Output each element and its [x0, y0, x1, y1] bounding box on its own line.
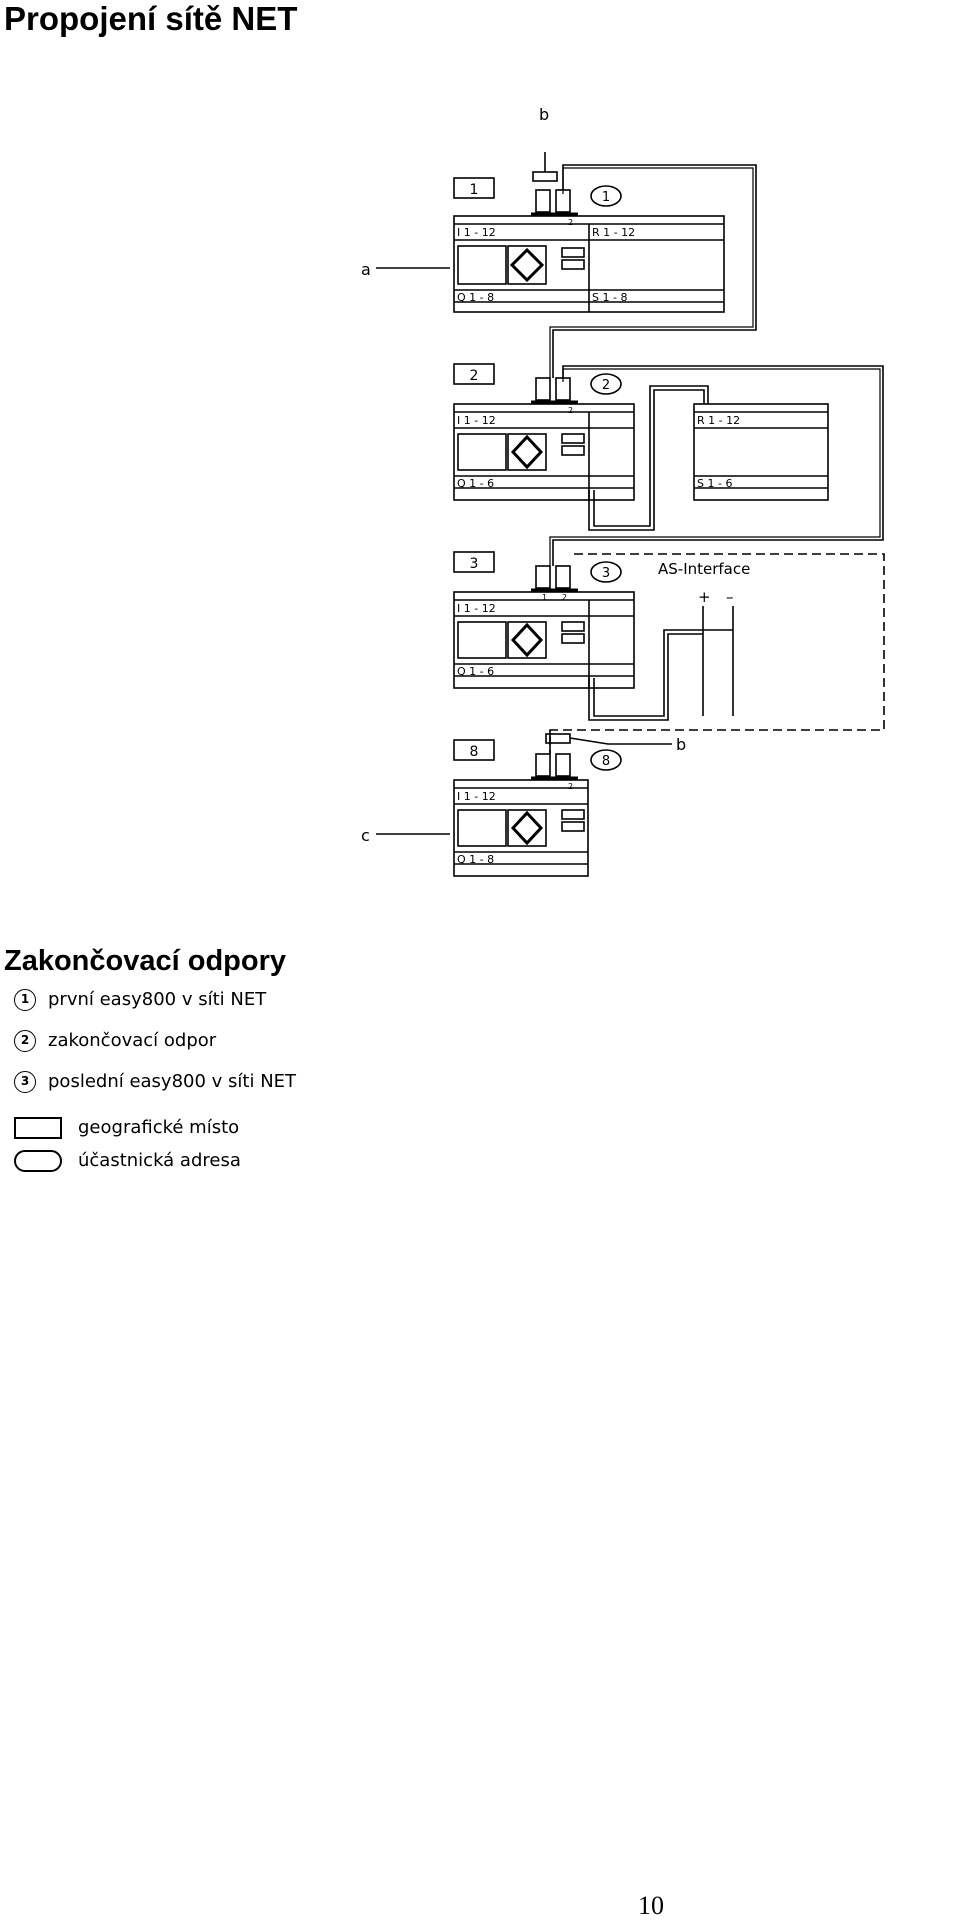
ext-outputs-label-1: S 1 - 8 [592, 291, 628, 304]
address-oval-icon [14, 1150, 62, 1172]
cursor-keys-icon [512, 250, 542, 280]
net-cable-3-8-dashed [550, 554, 884, 754]
inputs-label-8: I 1 - 12 [457, 790, 496, 803]
callout-b-bottom: b [676, 735, 687, 754]
outputs-label-3: Q 1 - 6 [457, 665, 495, 678]
net-cable-2-3-inner [550, 369, 880, 566]
cursor-keys-icon [513, 813, 541, 843]
legend-text: první easy800 v síti NET [48, 989, 267, 1010]
net-cable-2-3 [553, 366, 883, 566]
expansion-cable-2 [589, 390, 704, 530]
led-icon [562, 810, 584, 819]
location-label-8: 8 [469, 744, 479, 760]
button-icon [562, 634, 584, 643]
cursor-keys-icon [513, 625, 541, 655]
button-icon [562, 260, 584, 269]
outputs-label-8: Q 1 - 8 [457, 853, 495, 866]
legend-number-2: 2 [14, 1030, 36, 1052]
legend-number-1: 1 [14, 989, 36, 1011]
location-label-1: 1 [469, 182, 479, 198]
led-icon [562, 248, 584, 257]
net-socket-3-in [536, 566, 550, 588]
outputs-label-1: Q 1 - 8 [457, 291, 495, 304]
port-label-3: 2 [562, 593, 568, 602]
location-label-3: 3 [469, 556, 479, 572]
legend-text: účastnická adresa [78, 1150, 241, 1171]
wiring-diagram-svg [346, 90, 900, 908]
net-cable-1-2 [553, 165, 756, 378]
port-label-2: 2 [568, 406, 574, 415]
port-label-1: 2 [568, 218, 574, 227]
button-icon [562, 822, 584, 831]
led-icon [562, 622, 584, 631]
address-label-8: 8 [601, 754, 611, 769]
port-1-label-3: 1 [542, 593, 548, 602]
as-interface-cable [589, 634, 703, 720]
legend [6, 983, 302, 1195]
net-socket-2-in [536, 378, 550, 400]
legend-text: zakončovací odpor [48, 1030, 217, 1051]
led-icon [562, 434, 584, 443]
callout-b-top: b [539, 105, 550, 124]
location-rect-icon [14, 1117, 62, 1139]
address-label-3: 3 [601, 566, 611, 581]
outputs-label-2: Q 1 - 6 [457, 477, 495, 490]
callout-line-b-bottom [570, 738, 672, 744]
net-socket-8-out [556, 754, 570, 776]
net-socket-1-in [536, 190, 550, 212]
net-socket-3-out [556, 566, 570, 588]
display-icon [458, 810, 506, 846]
display-icon [458, 246, 506, 284]
net-cable-1-2-inner [550, 168, 753, 378]
ext-inputs-label-2: R 1 - 12 [697, 414, 741, 427]
location-label-2: 2 [469, 368, 479, 384]
callout-c: c [361, 826, 370, 845]
as-interface-plus: + [698, 588, 711, 606]
inputs-label-1: I 1 - 12 [457, 226, 496, 239]
terminating-resistor-icon [533, 172, 557, 181]
as-interface-label: AS-Interface [658, 560, 751, 578]
legend-text: geografické místo [78, 1117, 240, 1138]
ext-outputs-label-2: S 1 - 6 [697, 477, 733, 490]
callout-a: a [361, 260, 371, 279]
legend-text: poslední easy800 v síti NET [48, 1071, 297, 1092]
inputs-label-3: I 1 - 12 [457, 602, 496, 615]
net-socket-8-in [536, 754, 550, 776]
ext-inputs-label-1: R 1 - 12 [592, 226, 636, 239]
net-wiring-diagram [346, 90, 900, 908]
legend-number-3: 3 [14, 1071, 36, 1093]
address-label-1: 1 [601, 190, 611, 205]
display-icon [458, 434, 506, 470]
cursor-keys-icon [513, 437, 541, 467]
address-label-2: 2 [601, 378, 611, 393]
inputs-label-2: I 1 - 12 [457, 414, 496, 427]
button-icon [562, 446, 584, 455]
as-interface-cable-inner [594, 630, 733, 716]
section-subtitle: Zakončovací odpory [4, 945, 287, 977]
display-icon [458, 622, 506, 658]
page-number: 10 [638, 1891, 664, 1920]
port-label-8: 2 [568, 782, 574, 791]
as-interface-minus: – [726, 588, 734, 606]
expansion-cable-2-inner [594, 386, 708, 526]
page-title: Propojení sítě NET [4, 0, 298, 37]
